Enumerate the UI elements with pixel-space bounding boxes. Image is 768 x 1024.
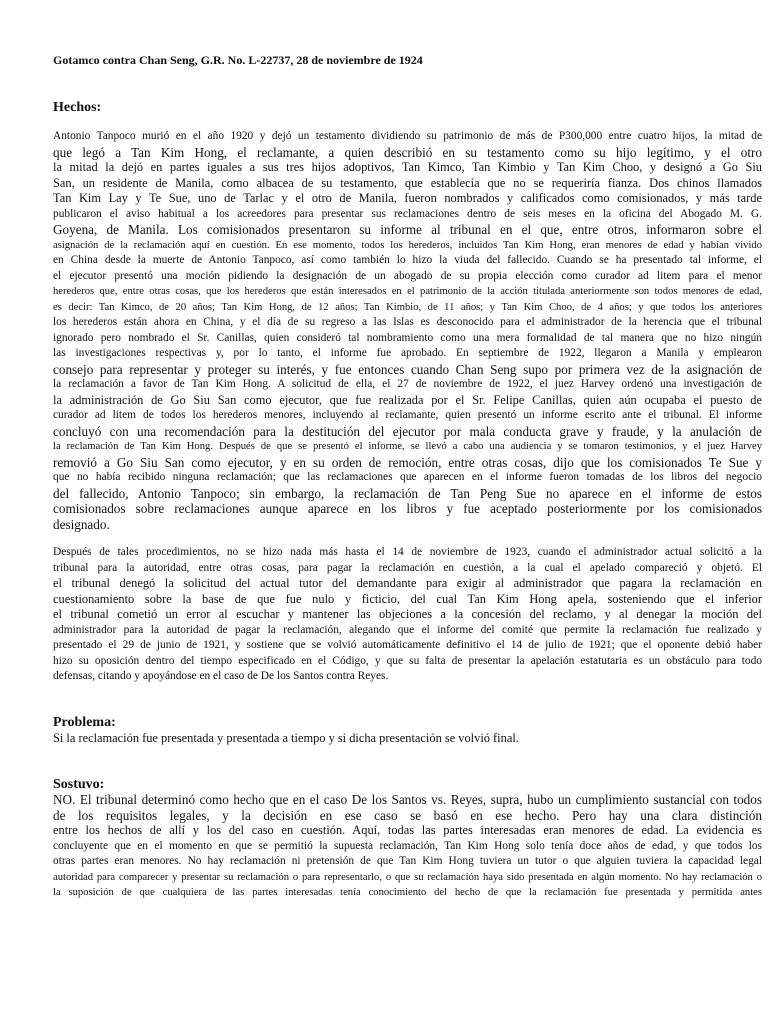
text-line: herederos que, entre otras cosas, que los herederos que están interesados en el patrimonio de la acción titulada anteriormente son todos menores de edad, — [53, 286, 762, 297]
text-line: otras partes eran menores. No hay reclamación ni pretensión de que Tan Kim Hong tuviera un tutor o que alguien tuviera la capacidad legal — [53, 855, 762, 867]
text-line: Goyena, de Manila. Los comisionados presentaron su informe al tribunal en el que, entre otros, informaron sobre el — [53, 222, 762, 237]
problema-paragraph — [53, 731, 762, 747]
text-line: de los requisitos legales, y la decisión en ese caso se basó en ese hecho. Pero hay una clara distinción — [53, 807, 762, 823]
hechos-paragraph-2 — [53, 545, 762, 685]
text-line: Si la reclamación fue presentada y presentada a tiempo y si dicha presentación se volvió final. — [53, 731, 519, 745]
text-line: del fallecido, Antonio Tanpoco; sin embargo, la reclamación de Tan Peng Sue no aparece en el informe de estos — [53, 485, 762, 501]
text-line: concluyente que en el momento en que se permitió la supuesta reclamación, Tan Kim Hong solo tenía doce años de edad, y que todos los — [53, 839, 762, 852]
hechos-paragraph-1 — [53, 129, 762, 532]
text-line: la suposición de que cualquiera de las partes interesadas tenía conocimiento del hecho de que la reclamación fue presentada y permitida antes — [53, 887, 762, 898]
text-line: en China desde la muerte de Antonio Tanpoco, así como también lo hizo la viuda del fallecido. Cuando se ha presentado tal informe, el — [53, 254, 762, 266]
text-line: asignación de la reclamación aquí en cuestión. En ese momento, todos los herederos, incluidos Tan Kim Hong, eran menores de edad y habían vivido — [53, 239, 762, 251]
text-line: los herederos están ahora en China, y el día de su regreso a las Islas es desconocido para el administrador de la herencia que el tribunal — [53, 316, 762, 328]
text-line: cuestionamiento sobre la base de que fue nulo y ficticio, del cual Tan Kim Hong apela, sosteniendo que el inferior — [53, 591, 762, 606]
text-line: la administración de Go Siu San como ejecutor, que fue realizada por el Sr. Felipe Canillas, quien aún ocupaba el puesto de — [53, 392, 762, 407]
text-line: hizo su oposición dentro del tiempo especificado en el Código, y que su falta de presentar la apelación estatutaria es un obstáculo para todo — [53, 654, 762, 667]
text-line: el ejecutor presentó una moción pidiendo la designación de un abogado de su propia elección como curador ad litem para el menor — [53, 269, 762, 282]
text-line: Antonio Tanpoco murió en el año 1920 y dejó un testamento dividiendo su patrimonio de más de P300,000 entre cuatro hijos, la mitad de — [53, 130, 762, 142]
text-line: el tribunal cometió un error al escuchar y mantener las objeciones a la concesión del reclamo, y al denegar la moción del — [53, 607, 762, 621]
text-line: consejo para representar y proteger su interés, y fue entonces cuando Chan Seng supo por primera vez de la asignación de — [53, 361, 762, 377]
text-line: entre los hechos de allí y los del caso en cuestión. Aquí, todas las partes interesadas eran menores de edad. La evidencia es — [53, 823, 762, 837]
document-title: Gotamco contra Chan Seng, G.R. No. L-22737, 28 de noviembre de 1924 — [53, 53, 423, 67]
text-line: NO. El tribunal determinó como hecho que en el caso De los Santos vs. Reyes, supra, hubo un cumplimiento sustancial con todos — [53, 792, 762, 807]
text-line: publicaron el aviso habitual a los acreedores para presentar sus reclamaciones dentro de seis meses en la oficina del Abogado M. G. — [53, 207, 762, 220]
sostuvo-paragraph — [53, 792, 762, 901]
text-line: defensas, citando y apoyándose en el caso de De los Santos contra Reyes. — [53, 670, 389, 682]
text-line: la mitad la dejó en partes iguales a sus tres hijos adoptivos, Tan Kimco, Tan Kimbio y Tan Kim Choo, y designó a Go Siu — [53, 160, 762, 174]
problema-heading: Problema: — [53, 715, 116, 730]
text-line: tribunal para la autoridad, entre otras cosas, para pagar la reclamación en cuestión, a la cual el apelado compareció y objetó. El — [53, 561, 762, 574]
text-line: Después de tales procedimientos, no se hizo nada más hasta el 14 de noviembre de 1923, cuando el administrador actual solicitó a la — [53, 546, 762, 558]
text-line: removió a Go Siu San como ejecutor, y en su orden de remoción, entre otras cosas, dijo que los comisionados Te Sue y — [53, 454, 762, 470]
text-line: concluyó con una recomendación para la destitución del ejecutor por mala conducta grave y fraude, y la anulación de — [53, 423, 762, 439]
text-line: presentado el 29 de junio de 1921, y sostiene que se volvió automáticamente definitivo el 14 de julio de 1921; que el oponente debió haber — [53, 639, 762, 651]
text-line: la reclamación de Tan Kim Hong. Después de que se presentó el informe, se llevó a cabo una audiencia y se tomaron testimonios, y el juez Harvey — [53, 441, 762, 452]
text-line: es decir: Tan Kimco, de 20 años; Tan Kim Hong, de 12 años; Tan Kimbio, de 11 años; y Tan Kim Choo, de 4 años; y que todos los anteriores — [53, 301, 762, 313]
text-line: las investigaciones respectivas y, por lo tanto, el informe fue aprobado. En septiembre de 1922, llegaron a Manila y emplearon — [53, 347, 762, 359]
text-line: curador ad litem de todos los herederos menores, incluyendo al reclamante, quien presentó un informe escrito ante el tribunal. El informe — [53, 409, 762, 421]
text-line: la reclamación a favor de Tan Kim Hong. A solicitud de ella, el 27 de noviembre de 1922, el juez Harvey ordenó una investigación de — [53, 378, 762, 390]
text-line: autoridad para comparecer y presentar su reclamación o para representarlo, o que su reclamación haya sido presentada en algún momento. No hay reclamación o — [53, 871, 762, 883]
text-line: el tribunal denegó la solicitud del actual tutor del demandante para exigir al administrador que pagara la reclamación en — [53, 576, 762, 590]
text-line: comisionados sobre reclamaciones aunque aparece en los libros y fue aceptado posteriormente por los comisionados — [53, 501, 762, 516]
text-line: administrador para la autoridad de pagar la reclamación, alegando que el informe del comité que permite la reclamación fue realizado y — [53, 623, 762, 636]
text-line: que no había recibido ninguna reclamación; que las reclamaciones que aparecen en el informe fueron tomadas de los libros del negocio — [53, 471, 762, 483]
text-line: que legó a Tan Kim Hong, el reclamante, a quien describió en su testamento como su hijo legítimo, y el otro — [53, 144, 762, 160]
text-line: San, un residente de Manila, como albacea de su testamento, que establecía que no se requeriría fianza. Dos chinos llamados — [53, 175, 762, 190]
text-line: Tan Kim Lay y Te Sue, uno de Tarlac y el otro de Manila, fueron nombrados y calificados como comisionados, y más tarde — [53, 191, 762, 205]
hechos-heading: Hechos: — [53, 100, 102, 115]
text-line: designado. — [53, 516, 110, 532]
sostuvo-heading: Sostuvo: — [53, 777, 105, 792]
text-line: ignorado pero nombrado el Sr. Canillas, quien consideró tal nombramiento como una mera formalidad de tal manera que no hizo ningún — [53, 331, 762, 344]
